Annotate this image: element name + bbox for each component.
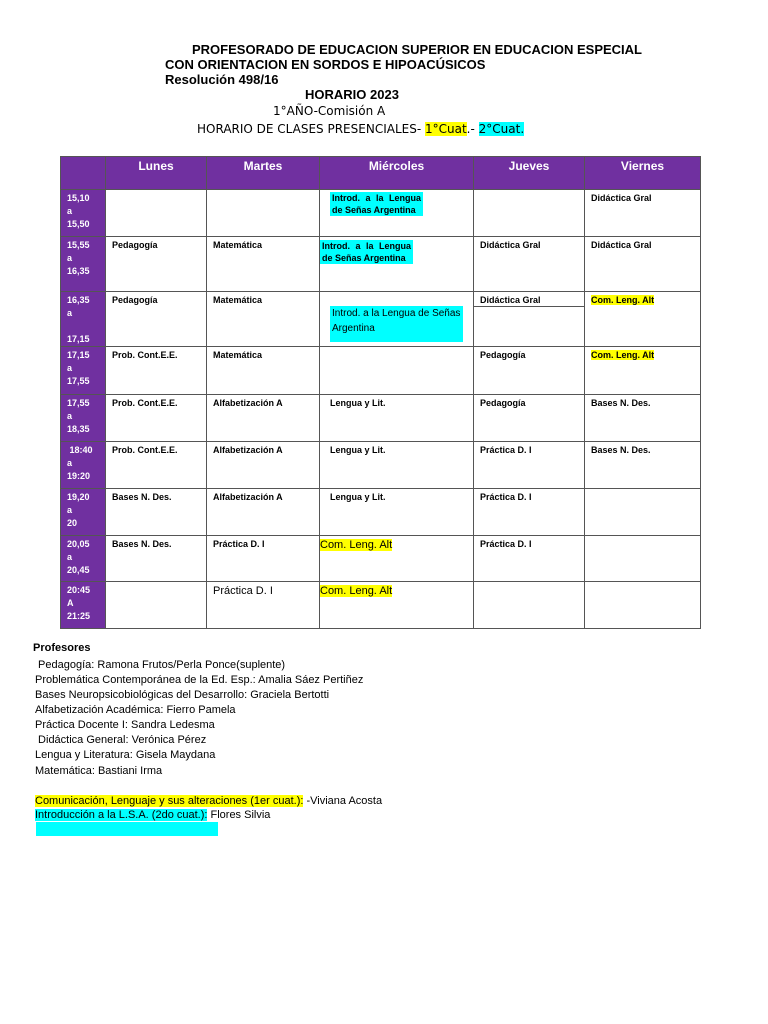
cell-lunes: Bases N. Des. bbox=[106, 536, 207, 582]
class-mode-label: HORARIO DE CLASES PRESENCIALES- bbox=[197, 122, 422, 136]
cell-jueves: Pedagogía bbox=[474, 347, 585, 395]
table-row bbox=[61, 292, 701, 347]
profesor-item: Matemática: Bastiani Irma bbox=[35, 765, 163, 777]
table-header-row bbox=[61, 157, 701, 190]
cell-lunes: Prob. Cont.E.E. bbox=[106, 442, 207, 489]
table-row bbox=[61, 395, 701, 442]
cell-martes: Práctica D. I bbox=[207, 536, 320, 582]
time-cell: 15,10 a 15,50 bbox=[61, 190, 106, 237]
cell-viernes: Com. Leng. Alt bbox=[585, 292, 701, 347]
schedule-table bbox=[60, 156, 701, 629]
cell-martes: Alfabetización A bbox=[207, 395, 320, 442]
cell-miercoles: Introd. a la Lengua de Señas Argentina bbox=[320, 292, 474, 347]
profesores-title: Profesores bbox=[33, 642, 91, 654]
cell-jueves bbox=[474, 190, 585, 237]
cell-viernes: Didáctica Gral bbox=[585, 237, 701, 292]
cell-viernes: Bases N. Des. bbox=[585, 395, 701, 442]
time-cell: 17,55 a 18,35 bbox=[61, 395, 106, 442]
cell-martes: Alfabetización A bbox=[207, 442, 320, 489]
title-line-1: PROFESORADO DE EDUCACION SUPERIOR EN EDUCACION ESPECIAL bbox=[192, 42, 642, 57]
resolution: Resolución 498/16 bbox=[165, 72, 279, 87]
cell-jueves: Pedagogía bbox=[474, 395, 585, 442]
cuat-separator: .- bbox=[466, 122, 475, 136]
header-jueves: Jueves bbox=[474, 157, 585, 190]
profesor-item: Bases Neuropsicobiológicas del Desarrollo: Graciela Bertotti bbox=[35, 689, 330, 701]
schedule-year: HORARIO 2023 bbox=[305, 87, 399, 102]
time-cell: 20,05 a 20,45 bbox=[61, 536, 106, 582]
class-mode-line bbox=[197, 122, 524, 136]
cell-miercoles: Com. Leng. Alt bbox=[320, 536, 474, 582]
table-row bbox=[61, 190, 701, 237]
cell-martes: Práctica D. I bbox=[207, 582, 320, 629]
profesor-item: Lengua y Literatura: Gisela Maydana bbox=[35, 749, 216, 761]
cell-lunes: Bases N. Des. bbox=[106, 489, 207, 536]
cell-martes: Matemática bbox=[207, 292, 320, 347]
cell-lunes: Pedagogía bbox=[106, 237, 207, 292]
header-martes: Martes bbox=[207, 157, 320, 190]
header-miercoles: Miércoles bbox=[320, 157, 474, 190]
lsa-teacher: Flores Silvia bbox=[207, 809, 271, 821]
profesor-item: Práctica Docente I: Sandra Ledesma bbox=[35, 719, 215, 731]
cell-lunes bbox=[106, 582, 207, 629]
time-cell: 16,35 a 17,15 bbox=[61, 292, 106, 347]
cuat2-label: 2°Cuat. bbox=[478, 122, 525, 136]
cell-lunes bbox=[106, 190, 207, 237]
cell-miercoles: Com. Leng. Alt bbox=[320, 582, 474, 629]
profesor-item: Didáctica General: Verónica Pérez bbox=[35, 734, 207, 746]
header-corner bbox=[61, 157, 106, 190]
cell-lunes: Prob. Cont.E.E. bbox=[106, 395, 207, 442]
table-row bbox=[61, 536, 701, 582]
cell-viernes bbox=[585, 536, 701, 582]
cell-jueves: Práctica D. I bbox=[474, 442, 585, 489]
title-line-2: CON ORIENTACION EN SORDOS E HIPOACÚSICOS bbox=[165, 57, 486, 72]
cell-viernes: Com. Leng. Alt bbox=[585, 347, 701, 395]
table-row bbox=[61, 237, 701, 292]
profesor-com-line bbox=[35, 794, 382, 809]
cell-viernes bbox=[585, 582, 701, 629]
profesor-item: Alfabetización Académica: Fierro Pamela bbox=[35, 704, 236, 716]
cell-jueves: Práctica D. I bbox=[474, 489, 585, 536]
com-subject: Comunicación, Lenguaje y sus alteraciones (1er cuat.): bbox=[35, 795, 304, 807]
time-cell: 20:45 A 21:25 bbox=[61, 582, 106, 629]
header-viernes: Viernes bbox=[585, 157, 701, 190]
header-lunes: Lunes bbox=[106, 157, 207, 190]
cell-miercoles: Lengua y Lit. bbox=[320, 442, 474, 489]
com-teacher: -Viviana Acosta bbox=[303, 795, 383, 807]
cell-miercoles: Lengua y Lit. bbox=[320, 489, 474, 536]
profesor-item: Pedagogía: Ramona Frutos/Perla Ponce(suplente) bbox=[35, 659, 286, 671]
cell-viernes: Bases N. Des. bbox=[585, 442, 701, 489]
cell-martes bbox=[207, 190, 320, 237]
cell-jueves: Práctica D. I bbox=[474, 536, 585, 582]
lsa-subject: Introducción a la L.S.A. (2do cuat.): bbox=[35, 809, 208, 821]
cell-martes: Matemática bbox=[207, 237, 320, 292]
cell-miercoles: Introd. a la Lengua de Señas Argentina bbox=[320, 237, 474, 292]
time-cell: 17,15 a 17,55 bbox=[61, 347, 106, 395]
cell-jueves: Didáctica Gral bbox=[474, 237, 585, 292]
table-row bbox=[61, 347, 701, 395]
cell-lunes: Prob. Cont.E.E. bbox=[106, 347, 207, 395]
table-row bbox=[61, 442, 701, 489]
commission: 1°AÑO-Comisión A bbox=[273, 104, 386, 118]
cell-martes: Alfabetización A bbox=[207, 489, 320, 536]
time-cell: 19,20 a 20 bbox=[61, 489, 106, 536]
cuat1-label: 1°Cuat bbox=[424, 122, 467, 136]
cell-viernes bbox=[585, 489, 701, 536]
cell-lunes: Pedagogía bbox=[106, 292, 207, 347]
cell-martes: Matemática bbox=[207, 347, 320, 395]
table-row bbox=[61, 582, 701, 629]
cell-miercoles: Lengua y Lit. bbox=[320, 395, 474, 442]
cell-miercoles: Introd. a la Lengua de Señas Argentina bbox=[320, 190, 474, 237]
lsa-highlight-block bbox=[36, 822, 218, 836]
cell-jueves: Didáctica Gral bbox=[474, 292, 585, 347]
profesor-item: Problemática Contemporánea de la Ed. Esp.: Amalia Sáez Pertiñez bbox=[35, 674, 364, 686]
cell-viernes: Didáctica Gral bbox=[585, 190, 701, 237]
time-cell: 15,55 a 16,35 bbox=[61, 237, 106, 292]
time-cell: 18:40 a 19:20 bbox=[61, 442, 106, 489]
table-row bbox=[61, 489, 701, 536]
cell-jueves bbox=[474, 582, 585, 629]
cell-miercoles bbox=[320, 347, 474, 395]
profesor-lsa-line bbox=[35, 808, 270, 823]
